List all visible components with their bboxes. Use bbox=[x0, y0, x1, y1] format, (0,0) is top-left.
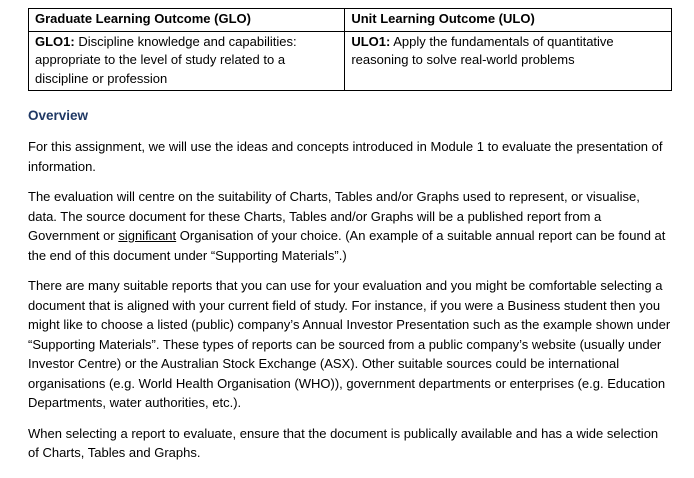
ulo1-label: ULO1: bbox=[351, 33, 391, 49]
ulo1-cell bbox=[345, 31, 672, 91]
learning-outcomes-table bbox=[28, 8, 672, 91]
ulo1-text: Apply the fundamentals of quantitative reasoning to solve real-world problems bbox=[351, 33, 614, 67]
paragraph-evaluation-scope bbox=[28, 187, 672, 265]
overview-heading: Overview bbox=[28, 108, 89, 123]
table-row bbox=[29, 31, 672, 91]
glo1-text: Discipline knowledge and capabilities: appropriate to the level of study related to a discipline or profession bbox=[35, 33, 297, 86]
paragraph-selection-criteria: When selecting a report to evaluate, ensure that the document is publically available and has a wide selection of Charts, Tables and Graphs. bbox=[28, 425, 659, 460]
evaluation-text-before: The evaluation will centre on the suitability of Charts, Tables and/or Graphs used to represent, or visualise, data. The source document for these Charts, Tables and/or Graphs will be a published report from a Government or bbox=[28, 189, 640, 243]
glo1-label: GLO1: bbox=[35, 33, 75, 49]
table-header-row bbox=[29, 9, 672, 32]
ulo-header-cell: Unit Learning Outcome (ULO) bbox=[345, 9, 672, 32]
paragraph-assignment-intro: For this assignment, we will use the ideas and concepts introduced in Module 1 to evaluate the presentation of information. bbox=[28, 139, 663, 174]
glo1-cell bbox=[29, 31, 345, 91]
glo-header-cell: Graduate Learning Outcome (GLO) bbox=[29, 9, 345, 32]
underlined-word-significant: significant bbox=[118, 228, 177, 243]
evaluation-text-after: Organisation of your choice. (An example of a suitable annual report can be found at the end of this document under “Supporting Materials”.) bbox=[28, 228, 666, 263]
paragraph-suitable-reports: There are many suitable reports that you can use for your evaluation and you might be comfortable selecting a document that is aligned with your current field of study. For instance, if you were a Business student then you might like to choose a listed (public) company’s Annual Investor Presentation such as the example shown under “Supporting Materials”. These types of reports can be sourced from a public company’s website (usually under Investor Centre) or the Australian Stock Exchange (ASX). Other suitable sources could be international organisations (e.g. World Health Organisation (WHO)), government departments or enterprises (e.g. Education Departments, water authorities, etc.). bbox=[28, 278, 671, 410]
